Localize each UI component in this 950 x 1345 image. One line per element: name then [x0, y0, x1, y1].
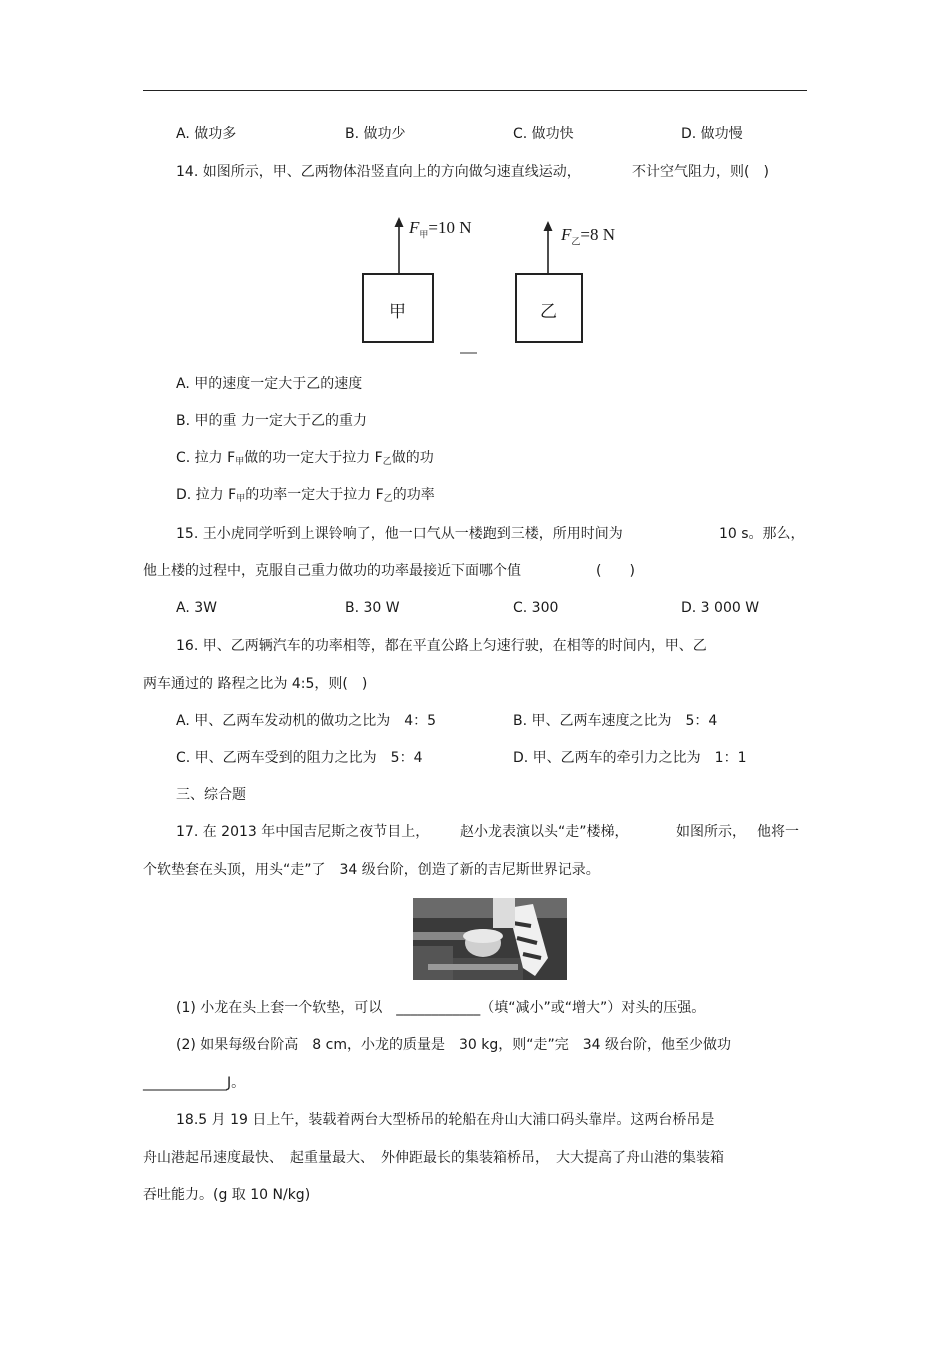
q15-option-d: D. 3 000 W: [681, 600, 760, 616]
box-yi-label: 乙: [540, 302, 557, 322]
q15-stem-b: 10 s。那么，: [719, 526, 805, 542]
force-label-yi: [561, 225, 615, 247]
q18-stem-c: 吞吐能力。(g 取 10 N/kg): [143, 1187, 311, 1203]
force-yi-value: =8 N: [580, 225, 616, 244]
photo-drawing: [413, 898, 567, 980]
q17-stem-a2: 赵小龙表演以头“走”楼梯，: [460, 824, 629, 840]
q15-option-b: B. 30 W: [345, 600, 400, 616]
force-jia-symbol: F: [409, 218, 420, 237]
q13-option-b: B. 做功少: [345, 126, 406, 142]
q14-d-pre: D. 拉力 F: [176, 487, 237, 503]
q16-stem-a: 16. 甲、乙两辆汽车的功率相等，都在平直公路上匀速行驶，在相等的时间内，甲、乙: [176, 638, 707, 654]
q13-option-a: A. 做功多: [176, 126, 237, 142]
q14-c-post: 做的功: [391, 450, 434, 466]
q14-c-mid: 做的功一定大于拉力 F: [244, 450, 383, 466]
q14-stem-a: 14. 如图所示，甲、乙两物体沿竖直向上的方向做匀速直线运动，: [176, 164, 581, 180]
q14-c-pre: C. 拉力 F: [176, 450, 236, 466]
q13-option-d: D. 做功慢: [681, 126, 743, 142]
q17-stem-a3: 如图所示，: [676, 824, 746, 840]
box-jia-label: 甲: [389, 302, 406, 322]
section-heading: 三、综合题: [176, 787, 246, 803]
force-yi-sub: 乙: [571, 236, 581, 247]
q16-option-c: C. 甲、乙两车受到的阻力之比为 5：4: [176, 750, 423, 766]
q14-d-post: 的功率: [392, 487, 435, 503]
arrowhead-yi: [544, 221, 553, 231]
q16-option-d: D. 甲、乙两车的牵引力之比为 1：1: [513, 750, 747, 766]
q17-part1: (1) 小龙在头上套一个软垫，可以 ____________（填“减小”或“增大”）对头的压强。: [176, 1000, 706, 1016]
q15-stem-c: 他上楼的过程中，克服自己重力做功的功率最接近下面哪个值: [143, 563, 521, 579]
q17-part2: (2) 如果每级台阶高 8 cm，小龙的质量是 30 kg，则“走”完 34 级台阶，他至少做功: [176, 1037, 732, 1053]
q17-stem-a1: 17. 在 2013 年中国吉尼斯之夜节目上，: [176, 824, 430, 840]
q14-d-sub2: 乙: [383, 494, 393, 504]
arrowhead-jia: [395, 217, 404, 227]
box-yi: [515, 273, 583, 343]
q14-d-mid: 的功率一定大于拉力 F: [245, 487, 384, 503]
q15-option-c: C. 300: [513, 600, 559, 616]
q15-option-a: A. 3W: [176, 600, 217, 616]
q14-stem-b: 不计空气阻力，则( ): [632, 164, 769, 180]
q16-stem-b: 两车通过的 路程之比为 4:5，则( ): [143, 676, 368, 692]
force-jia-value: =10 N: [428, 218, 472, 237]
q17-stem-a4: 他将一: [757, 824, 799, 840]
q13-option-c: C. 做功快: [513, 126, 574, 142]
force-jia-sub: 甲: [419, 229, 429, 240]
q14-d-sub1: 甲: [236, 494, 246, 504]
q18-stem-b: 舟山港起吊速度最快、 起重量最大、 外伸距最长的集装箱桥吊， 大大提高了舟山港的集装箱: [143, 1150, 724, 1166]
q15-stem-d: ( ): [596, 563, 635, 579]
q14-c-sub2: 乙: [382, 457, 392, 467]
force-label-jia: [409, 218, 472, 240]
q14-option-b: B. 甲的重 力一定大于乙的重力: [176, 413, 367, 429]
stair-walking-photo: [413, 898, 567, 980]
q16-option-b: B. 甲、乙两车速度之比为 5：4: [513, 713, 718, 729]
header-rule: [143, 90, 807, 91]
force-yi-symbol: F: [561, 225, 572, 244]
q17-part2-blank: ____________J。: [143, 1075, 246, 1091]
q15-stem-a: 15. 王小虎同学听到上课铃响了，他一口气从一楼跑到三楼，所用时间为: [176, 526, 623, 542]
q14-option-d: [176, 486, 435, 508]
q14-option-c: [176, 449, 434, 471]
q17-stem-b: 个软垫套在头顶，用头“走”了 34 级台阶，创造了新的吉尼斯世界记录。: [143, 862, 600, 878]
q16-option-a: A. 甲、乙两车发动机的做功之比为 4：5: [176, 713, 437, 729]
box-jia: [362, 273, 434, 343]
q14-option-a: A. 甲的速度一定大于乙的速度: [176, 376, 363, 392]
q14-c-sub1: 甲: [235, 457, 245, 467]
q18-stem-a: 18.5 月 19 日上午，装载着两台大型桥吊的轮船在舟山大浦口码头靠岸。这两台桥吊是: [176, 1112, 715, 1128]
